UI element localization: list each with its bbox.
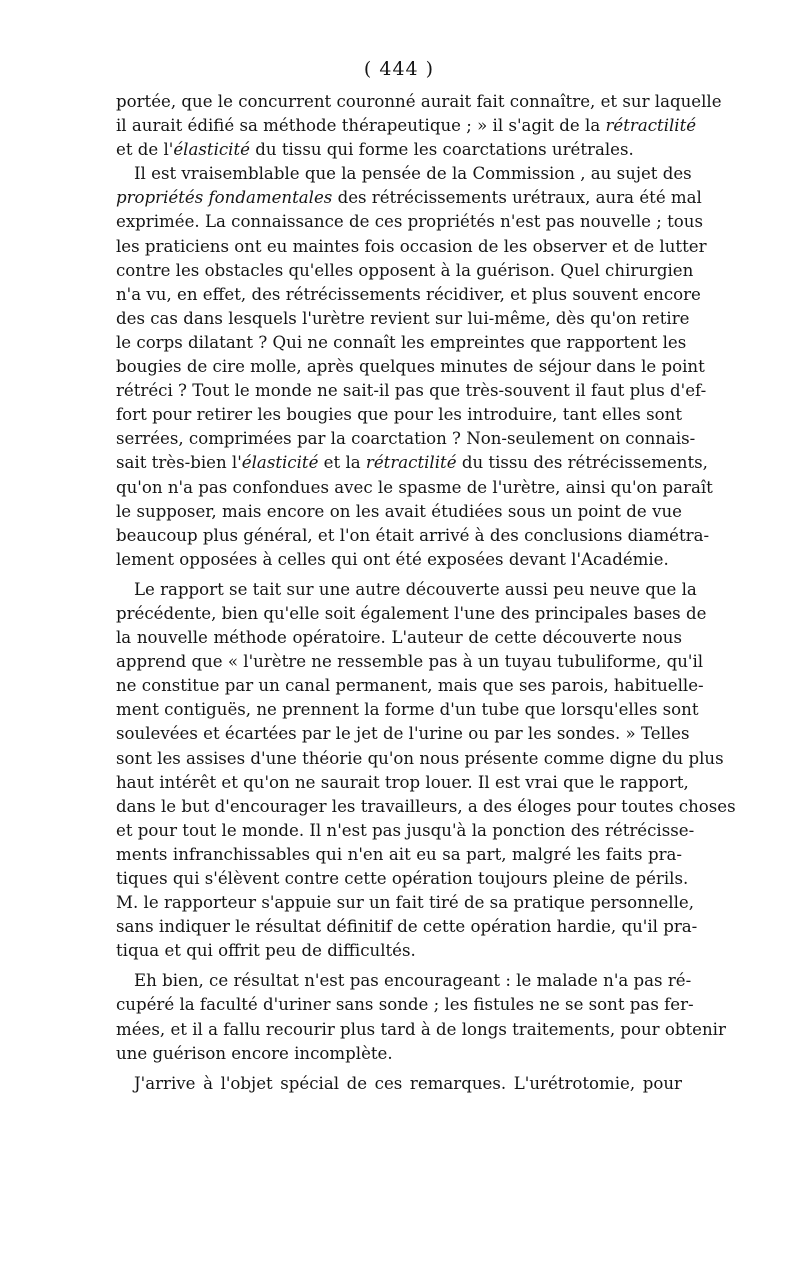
text-line: rétréci ? Tout le monde ne sait-il pas que très-souvent il faut plus d'ef- [116,381,707,401]
text-line: tiqua et qui offrit peu de difficultés. [116,941,416,961]
text-line: soulevées et écartées par le jet de l'urine ou par les sondes. » Telles [116,724,690,744]
text-line: apprend que « l'urètre ne ressemble pas à un tuyau tubuliforme, qu'il [116,652,704,672]
text-line: sans indiquer le résultat définitif de cette opération hardie, qu'il pra- [116,917,698,937]
emphasized-term: rétractilité [605,116,697,136]
text-line: Il est vraisemblable que la pensée de la Commission , au sujet des [134,164,692,184]
text-line: dans le but d'encourager les travailleurs, a des éloges pour toutes choses [116,796,736,816]
text-line: contre les obstacles qu'elles opposent à la guérison. Quel chirurgien [116,260,694,280]
text-line: cupéré la faculté d'uriner sans sonde ; les fistules ne se sont pas fer- [116,995,694,1015]
text-line: J'arrive à l'objet spécial de ces remarques. L'urétrotomie, pour [134,1073,682,1093]
text-line: ment contiguës, ne prennent la forme d'un tube que lorsqu'elles sont [116,700,699,720]
text-line: sait très-bien l'élasticité et la rétractilité du tissu des rétrécissements, [116,453,708,473]
text-line: n'a vu, en effet, des rétrécissements récidiver, et plus souvent encore [116,284,701,304]
paragraph-1 [116,90,722,162]
text-line: lement opposées à celles qui ont été exposées devant l'Académie. [116,549,669,569]
text-line: beaucoup plus général, et l'on était arrivé à des conclusions diamétra- [116,525,710,545]
book-page [116,58,736,1096]
text-line: serrées, comprimées par la coarctation ? Non-seulement on connais- [116,429,696,449]
paragraph-3 [116,578,736,964]
text-line: et pour tout le monde. Il n'est pas jusqu'à la ponction des rétrécisse- [116,820,695,840]
paragraph-2 [116,162,713,572]
emphasized-term: élasticité [241,453,319,473]
text-line: le corps dilatant ? Qui ne connaît les empreintes que rapportent les [116,332,687,352]
text-line: le supposer, mais encore on les avait étudiées sous un point de vue [116,501,682,521]
text-line: M. le rapporteur s'appuie sur un fait tiré de sa pratique personnelle, [116,893,694,913]
text-line: propriétés fondamentales des rétrécissements urétraux, aura été mal [116,188,702,208]
text-line: mées, et il a fallu recourir plus tard à de longs traitements, pour obtenir [116,1019,726,1039]
text-line: précédente, bien qu'elle soit également l'une des principales bases de [116,603,707,623]
emphasized-term: propriétés fondamentales [116,188,333,208]
text-line: bougies de cire molle, après quelques minutes de séjour dans le point [116,357,705,377]
text-line: la nouvelle méthode opératoire. L'auteur de cette découverte nous [116,628,682,648]
text-line: ne constitue par un canal permanent, mais que ses parois, habituelle- [116,676,704,696]
text-line: qu'on n'a pas confondues avec le spasme de l'urètre, ainsi qu'on paraît [116,477,713,497]
emphasized-term: élasticité [173,140,250,160]
text-line: et de l'élasticité du tissu qui forme les coarctations urétrales. [116,140,634,160]
page-number: ( 444 ) [363,58,435,80]
text-line: portée, que le concurrent couronné aurait fait connaître, et sur laquelle [116,92,722,111]
text-line: des cas dans lesquels l'urètre revient sur lui-même, dès qu'on retire [116,308,690,328]
text-line: Eh bien, ce résultat n'est pas encourageant : le malade n'a pas ré- [134,971,692,991]
text-line: fort pour retirer les bougies que pour les introduire, tant elles sont [116,405,682,425]
text-line: Le rapport se tait sur une autre découverte aussi peu neuve que la [134,579,697,599]
text-line: une guérison encore incomplète. [116,1043,393,1063]
text-line: tiques qui s'élèvent contre cette opération toujours pleine de périls. [116,869,689,888]
text-line: ments infranchissables qui n'en ait eu sa part, malgré les faits pra- [116,844,682,864]
text-line: il aurait édifié sa méthode thérapeutique ; » il s'agit de la rétractilité [116,116,697,136]
text-line: exprimée. La connaissance de ces propriétés n'est pas nouvelle ; tous [116,212,703,232]
emphasized-term: rétractilité [365,453,457,473]
paragraph-5 [116,1072,682,1096]
text-line: les praticiens ont eu maintes fois occasion de les observer et de lutter [116,236,707,256]
text-line: haut intérêt et qu'on ne saurait trop louer. Il est vrai que le rapport, [116,772,689,792]
paragraph-4 [116,969,726,1065]
text-line: sont les assises d'une théorie qu'on nous présente comme digne du plus [116,748,724,768]
